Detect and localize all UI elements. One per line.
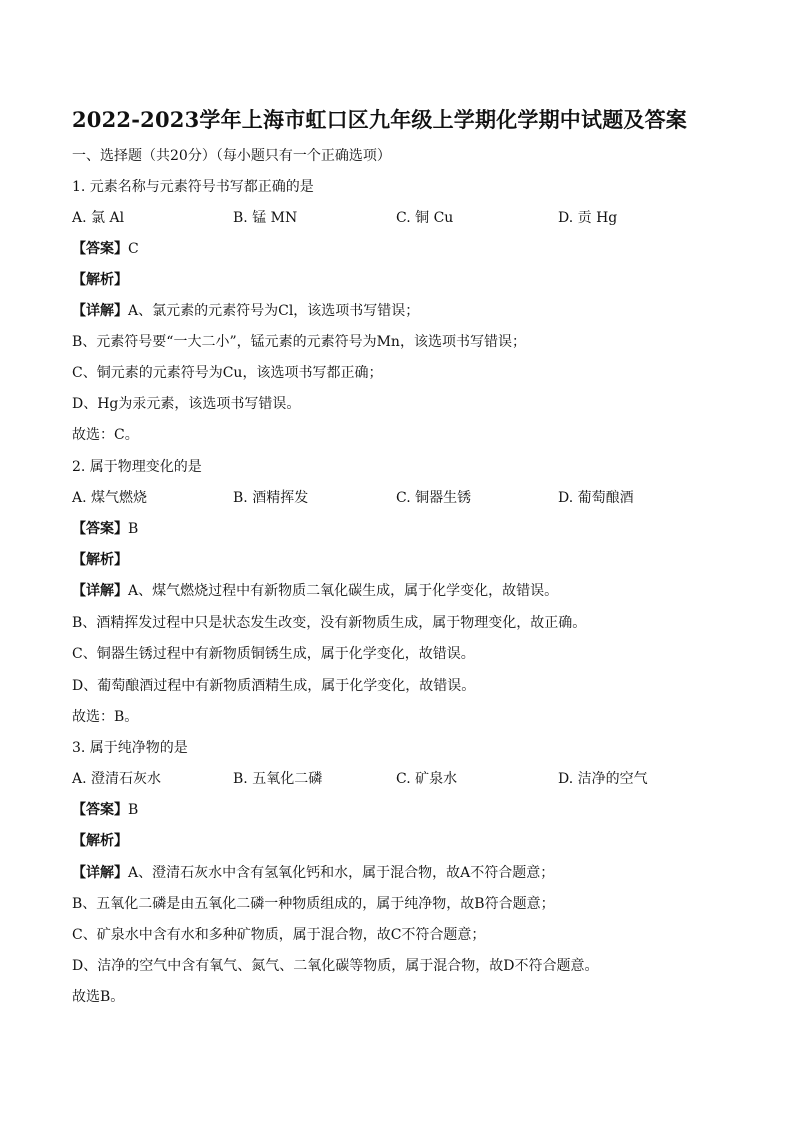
answer-label: 【答案】	[72, 521, 128, 537]
detail-line: D、Hg为汞元素，该选项书写错误。	[72, 396, 301, 412]
detail-line: C、铜器生锈过程中有新物质铜锈生成，属于化学变化，故错误。	[72, 646, 475, 662]
answer-label: 【答案】	[72, 241, 128, 257]
option-c: C. 铜 Cu	[396, 210, 454, 226]
detail-line: D、洁净的空气中含有氧气、氮气、二氧化碳等物质，属于混合物，故D不符合题意。	[72, 958, 599, 974]
detail-line	[72, 302, 419, 320]
answer-line	[72, 240, 139, 258]
option-b: B. 锰 MN	[233, 210, 298, 226]
conclusion: 故选：C。	[72, 427, 139, 443]
detail-line: B、酒精挥发过程中只是状态发生改变，没有新物质生成，属于物理变化，故正确。	[72, 615, 587, 631]
section-heading: 一、选择题（共20分）（每小题只有一个正确选项）	[72, 148, 391, 164]
detail-line: B、五氧化二磷是由五氧化二磷一种物质组成的，属于纯净物，故B符合题意；	[72, 896, 555, 912]
option-b: B. 酒精挥发	[233, 490, 309, 506]
detail-label: 【详解】	[72, 865, 128, 881]
detail-line: B、元素符号要“一大二小”，锰元素的元素符号为Mn，该选项书写错误；	[72, 334, 526, 350]
option-c: C. 矿泉水	[396, 771, 458, 787]
analysis-label: 【解析】	[72, 552, 128, 568]
option-d: D. 洁净的空气	[558, 771, 648, 787]
question-stem: 3. 属于纯净物的是	[72, 740, 188, 756]
detail-text: A、煤气燃烧过程中有新物质二氧化碳生成，属于化学变化，故错误。	[128, 583, 559, 599]
analysis-label: 【解析】	[72, 833, 128, 849]
detail-line: C、铜元素的元素符号为Cu，该选项书写都正确；	[72, 365, 383, 381]
detail-text: A、氯元素的元素符号为Cl，该选项书写错误；	[128, 303, 420, 319]
detail-line: C、矿泉水中含有水和多种矿物质，属于混合物，故C不符合题意；	[72, 927, 486, 943]
option-d: D. 葡萄酿酒	[558, 490, 634, 506]
detail-text: A、澄清石灰水中含有氢氧化钙和水，属于混合物，故A不符合题意；	[128, 865, 555, 881]
detail-label: 【详解】	[72, 303, 128, 319]
option-a: A. 氯 Al	[72, 210, 125, 226]
option-c: C. 铜器生锈	[396, 490, 472, 506]
answer-value: C	[128, 241, 139, 257]
answer-line	[72, 801, 138, 819]
option-d: D. 贡 Hg	[558, 210, 618, 226]
document-title: 2022-2023学年上海市虹口区九年级上学期化学期中试题及答案	[72, 107, 688, 132]
detail-label: 【详解】	[72, 583, 128, 599]
conclusion: 故选：B。	[72, 709, 139, 725]
detail-line	[72, 864, 554, 882]
answer-value: B	[128, 802, 139, 818]
answer-line	[72, 520, 138, 538]
analysis-label: 【解析】	[72, 272, 128, 288]
answer-value: B	[128, 521, 139, 537]
option-a: A. 澄清石灰水	[72, 771, 162, 787]
question-stem: 2. 属于物理变化的是	[72, 459, 202, 475]
detail-line	[72, 582, 558, 600]
conclusion: 故选B。	[72, 989, 125, 1005]
detail-line: D、葡萄酿酒过程中有新物质酒精生成，属于化学变化，故错误。	[72, 678, 476, 694]
option-b: B. 五氧化二磷	[233, 771, 323, 787]
option-a: A. 煤气燃烧	[72, 490, 148, 506]
answer-label: 【答案】	[72, 802, 128, 818]
question-stem: 1. 元素名称与元素符号书写都正确的是	[72, 179, 314, 195]
